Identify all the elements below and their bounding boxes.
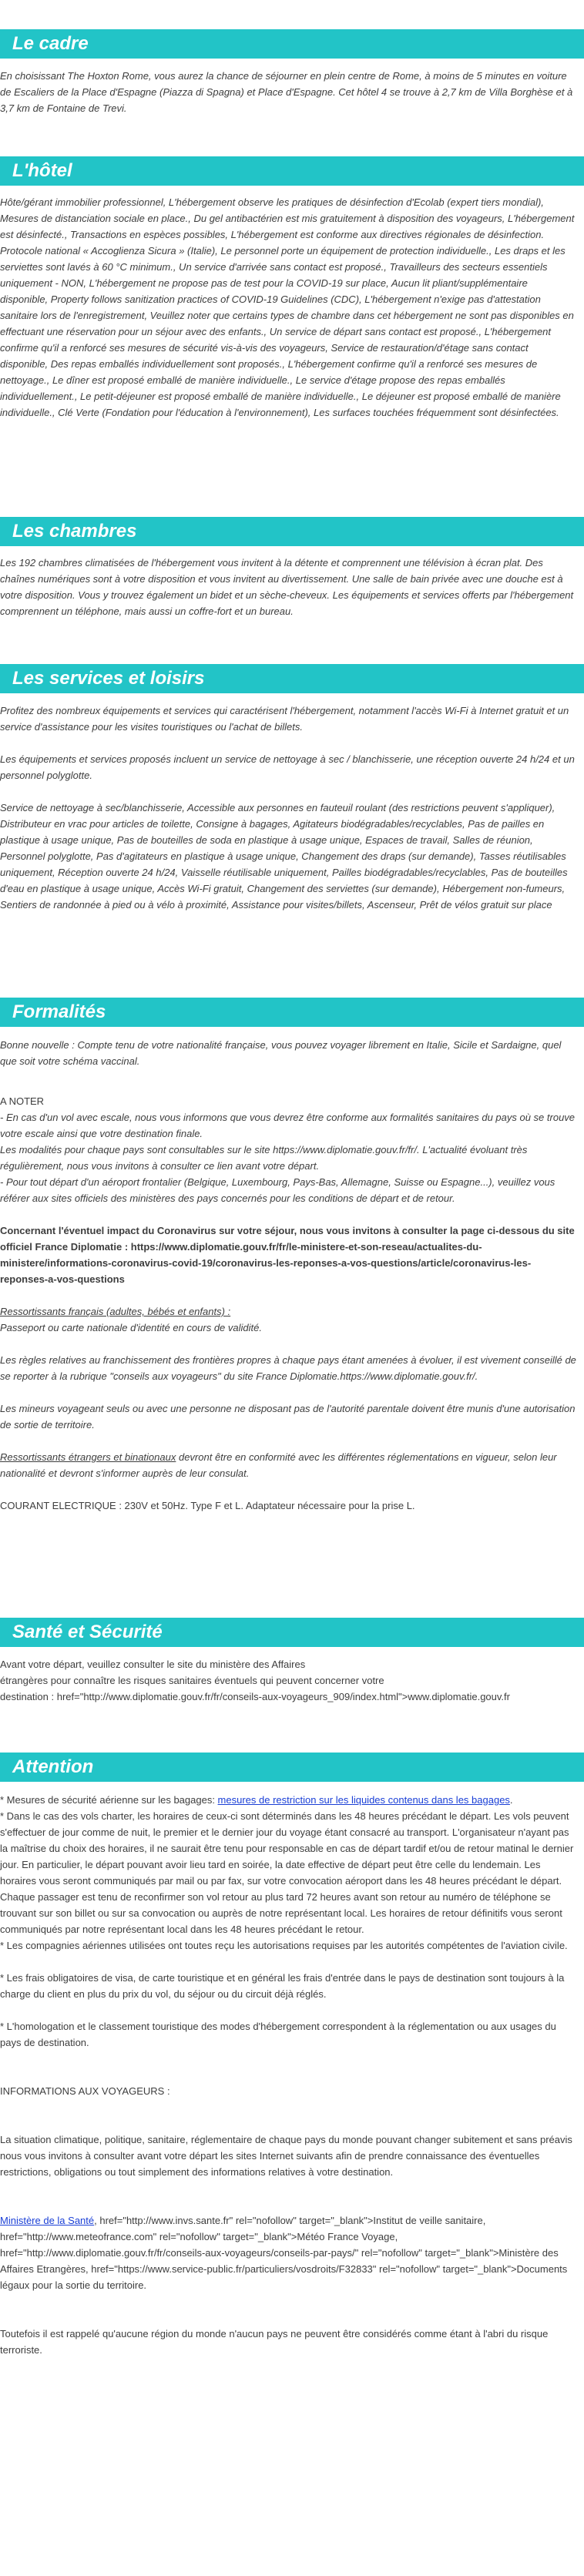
cadre-text: En choisissant The Hoxton Rome, vous aurez la chance de séjourner en plein centre de Rome, à moins de 5 minutes en voiture de Escaliers de la Place d'Espagne (Piazza di Spagna) et Place d'Espagne. Cet hôtel 4 se trouve à 2,7 km de Villa Borghèse et à 3,7 km de Fontaine de Trevi.	[0, 70, 576, 114]
attention-compagnies: * Les compagnies aériennes utilisées ont toutes reçu les autorisations requises par les autorités compétentes de l'aviation civile.	[0, 1940, 568, 1951]
bagages-restriction-link[interactable]: mesures de restriction sur les liquides contenus dans les bagages	[217, 1794, 510, 1806]
formalites-ress-etr-title: Ressortissants étrangers et binationaux	[0, 1451, 176, 1463]
formalites-ress-etr	[0, 1449, 576, 1481]
formalites-ress-fr-title: Ressortissants français (adultes, bébés et enfants) :	[0, 1306, 231, 1317]
ministere-sante-link[interactable]: Ministère de la Santé	[0, 2215, 95, 2226]
formalites-noter-text: - En cas d'un vol avec escale, nous vous informons que vous devrez être conforme aux formalités sanitaires du pays où se trouve votre escale ainsi que votre destination finale. Les modalités pour chaque pays sont consultables sur le site https://www.diplomatie.gouv.fr/fr/. L'actualité évoluant très régulièrement, nous vous invitons à consulter ce lien avant votre départ. - Pour tout départ d'un aéroport frontalier (Belgique, Luxembourg, Pays-Bas, Allemagne, Suisse ou Espagne...), veuillez vous référer aux sites officiels des ministères des pays concernés pour les conditions de départ et de retour.	[0, 1112, 576, 1204]
section-title-sante: Santé et Sécurité	[12, 1622, 163, 1642]
section-title-attention: Attention	[12, 1756, 94, 1777]
sante-content	[0, 1656, 584, 1705]
section-title-cadre: Le cadre	[12, 33, 89, 54]
attention-situation: La situation climatique, politique, sanitaire, réglementaire de chaque pays du monde pouvant changer subitement et sans préavis nous vous invitons à consulter avant votre départ les sites Internet suivants afin de prendre connaissance des éventuelles restrictions, obligations ou tout simplement des informations relatives à votre destination.	[0, 2134, 572, 2178]
attention-bagages-suffix: .	[509, 1794, 513, 1806]
section-title-formalites: Formalités	[12, 1001, 106, 1022]
attention-content	[0, 1792, 576, 2358]
chambres-text: Les 192 chambres climatisées de l'hébergement vous invitent à la détente et comprennent une télévision à écran plat. Des chaînes numériques sont à votre disposition et vous invitent au divertissement. Une salle de bain privée avec une douche est à votre disposition. Vous y trouvez également un bidet et un sèche-cheveux. Les équipements et services offerts par l'hébergement comprennent un téléphone, mais aussi un coffre-fort et un bureau.	[0, 557, 576, 617]
section-header-formalites	[0, 998, 584, 1027]
sante-line-3: destination : href="http://www.diplomatie.gouv.fr/fr/conseils-aux-voyageurs_909/index.html">www.diplomatie.gouv.fr	[0, 1691, 510, 1702]
sante-line-2: étrangères pour connaître les risques sanitaires éventuels qui peuvent concerner votre	[0, 1675, 384, 1686]
formalites-noter-title: A NOTER	[0, 1095, 45, 1107]
attention-infos-title: INFORMATIONS AUX VOYAGEURS :	[0, 2085, 170, 2097]
attention-terror: Toutefois il est rappelé qu'aucune région du monde n'aucun pays ne peuvent être considérés comme étant à l'abri du risque terroriste.	[0, 2328, 551, 2356]
formalites-content	[0, 1037, 579, 1514]
chambres-content	[0, 555, 576, 619]
attention-horaires: * Dans le cas des vols charter, les horaires de ceux-ci sont déterminés dans les 48 heures précédant le départ. Les vols peuvent s'effectuer de jour comme de nuit, le premier et le dernier jour du voyage étant consacré au transport. L'organisateur n'ayant pas la maîtrise du choix des horaires, il ne saurait être tenu pour responsable en cas de départ tardif et/ou de retour matinal le dernier jour. En particulier, le départ pouvant avoir lieu tard en soirée, la date effective de départ peut être celle du lendemain. Les horaires vous seront communiqués par mail ou par fax, sur votre convocation aéroport dans les 48 heures précédant le départ. Chaque passager est tenu de reconfirmer son vol retour au plus tard 72 heures avant son retour au numéro de téléphone se trouvant sur son billet ou sur sa convocation ou auprès de notre représentant local. Les horaires de retour définitifs vous seront communiqués par notre représentant local dans les 48 heures précédant le retour.	[0, 1810, 576, 1935]
cadre-content	[0, 68, 576, 116]
formalites-ress-etr-text: devront être en conformité avec les différentes réglementations en vigueur, selon leur nationalité et devront s'informer auprès de leur consulat.	[0, 1451, 560, 1479]
services-content	[0, 703, 576, 913]
formalites-ress-fr-text: Passeport ou carte nationale d'identité en cours de validité.	[0, 1322, 262, 1333]
section-header-hotel	[0, 156, 584, 186]
attention-bagages-prefix: * Mesures de sécurité aérienne sur les bagages:	[0, 1794, 218, 1806]
section-header-services	[0, 664, 584, 693]
section-header-chambres	[0, 517, 584, 546]
formalites-regles: Les règles relatives au franchissement des frontières propres à chaque pays étant amenées à évoluer, il est vivement conseillé de se reporter à la rubrique "conseils aux voyageurs" du site France Diplomatie.https://www.diplomatie.gouv.fr/.	[0, 1354, 579, 1382]
attention-frais: * Les frais obligatoires de visa, de carte touristique et en général les frais d'entrée dans le pays de destination sont toujours à la charge du client en plus du prix du vol, du séjour ou du circuit déjà réglés.	[0, 1972, 567, 2000]
attention-ministere	[0, 2212, 576, 2293]
section-header-attention	[0, 1753, 584, 1782]
formalites-intro: Bonne nouvelle : Compte tenu de votre nationalité française, vous pouvez voyager librement en Italie, Sicile et Sardaigne, quel que soit votre schéma vaccinal.	[0, 1039, 565, 1067]
services-equipments: Les équipements et services proposés incluent un service de nettoyage à sec / blanchisserie, une réception ouverte 24 h/24 et un personnel polyglotte.	[0, 753, 578, 781]
attention-homologation: * L'homologation et le classement touristique des modes d'hébergement correspondent à la réglementation ou aux usages du pays de destination.	[0, 2021, 559, 2048]
services-intro: Profitez des nombreux équipements et services qui caractérisent l'hébergement, notamment l'accès Wi-Fi à Internet gratuit et un service d'assistance pour les visites touristiques ou l'achat de billets.	[0, 705, 572, 733]
formalites-mineurs: Les mineurs voyageant seuls ou avec une personne ne disposant pas de l'autorité parentale doivent être munis d'une autorisation de sortie de territoire.	[0, 1403, 579, 1431]
attention-ministere-rest: , href="http://www.invs.sante.fr" rel="nofollow" target="_blank">Institut de veille sanitaire, href="http://www.meteofrance.com" rel="nofollow" target="_blank">Météo France Voyage, href="http://www.diplomatie.gouv.fr/fr/conseils-aux-voyageurs/conseils-par-pays/" rel="nofollow" target="_blank">Ministère des Affaires Etrangères, href="https://www.service-public.fr/particuliers/vosdroits/F32833" rel="nofollow" target="_blank">Documents légaux pour la sortie du territoire.	[0, 2215, 570, 2291]
hotel-content	[0, 194, 576, 421]
services-list: Service de nettoyage à sec/blanchisserie, Accessible aux personnes en fauteuil roulant (des restrictions peuvent s'appliquer), Distributeur en vrac pour articles de toilette, Consigne à bagages, Agitateurs biodégradables/recyclables, Pas de pailles en plastique à usage unique, Pas de bouteilles de soda en plastique à usage unique, Espaces de travail, Salles de réunion, Personnel polyglotte, Pas d'agitateurs en plastique à usage unique, Changement des draps (sur demande), Tasses réutilisables uniquement, Réception ouverte 24 h/24, Vaisselle réutilisable uniquement, Pailles biodégradables/recyclables, Pas de bouteilles d'eau en plastique à usage unique, Accès Wi-Fi gratuit, Changement des serviettes (sur demande), Hébergement non-fumeurs, Sentiers de randonnée à pied ou à vélo à proximité, Assistance pour visites/billets, Ascenseur, Prêt de vélos gratuit sur place	[0, 802, 571, 911]
section-title-hotel: L'hôtel	[12, 160, 72, 181]
formalites-courant: COURANT ELECTRIQUE : 230V et 50Hz. Type F et L. Adaptateur nécessaire pour la prise L.	[0, 1500, 415, 1511]
section-header-cadre	[0, 29, 584, 59]
section-title-chambres: Les chambres	[12, 521, 137, 542]
section-title-services: Les services et loisirs	[12, 668, 205, 689]
sante-line-1: Avant votre départ, veuillez consulter le site du ministère des Affaires	[0, 1659, 306, 1670]
formalites-coronavirus: Concernant l'éventuel impact du Coronavirus sur votre séjour, nous vous invitons à consulter la page ci-dessous du site officiel France Diplomatie : https://www.diplomatie.gouv.fr/fr/le-ministere-et-son-reseau/actualites-du-ministere/informations-coronavirus-covid-19/coronavirus-les-reponses-a-vos-questions/article/coronavirus-les-reponses-a-vos-questions	[0, 1225, 578, 1285]
hotel-text: Hôte/gérant immobilier professionnel, L'hébergement observe les pratiques de désinfection d'Ecolab (expert tiers mondial), Mesures de distanciation sociale en place., Du gel antibactérien est mis gratuitement à disposition des voyageurs, L'hébergement est désinfecté., Transactions en espèces possibles, L'hébergement est conforme aux directives régionales de désinfection. Protocole national « Accoglienza Sicura » (Italie), Le personnel porte un équipement de protection individuelle., Les draps et les serviettes sont lavés à 60 °C minimum., Un service d'arrivée sans contact est proposé., Travailleurs des secteurs essentiels uniquement - NON, L'hébergement ne propose pas de test pour la COVID-19 sur place, Aucun lit pliant/supplémentaire disponible, Property follows sanitization practices of COVID-19 Guidelines (CDC), L'hébergement n'exige pas d'attestation sanitaire lors de l'enregistrement, Veuillez noter que certains types de chambre dans cet hébergement ne sont pas disponibles en effectuant une réservation pour un séjour avec des enfants., Un service de départ sans contact est proposé., L'hébergement confirme qu'il a renforcé ses mesures de sécurité vis-à-vis des voyageurs, Service de restauration/d'étage sans contact disponible, Des repas emballés individuellement sont proposés., L'hébergement confirme qu'il a renforcé ses mesures de nettoyage., Le dîner est proposé emballé de manière individuelle., Le service d'étage propose des repas emballés individuellement., Le petit-déjeuner est proposé emballé de manière individuelle., Le déjeuner est proposé emballé de manière individuelle., Clé Verte (Fondation pour l'éducation à l'environnement), Les surfaces touchées fréquemment sont désinfectées.	[0, 196, 577, 418]
section-header-sante	[0, 1618, 584, 1647]
attention-bagages	[0, 1792, 576, 1808]
